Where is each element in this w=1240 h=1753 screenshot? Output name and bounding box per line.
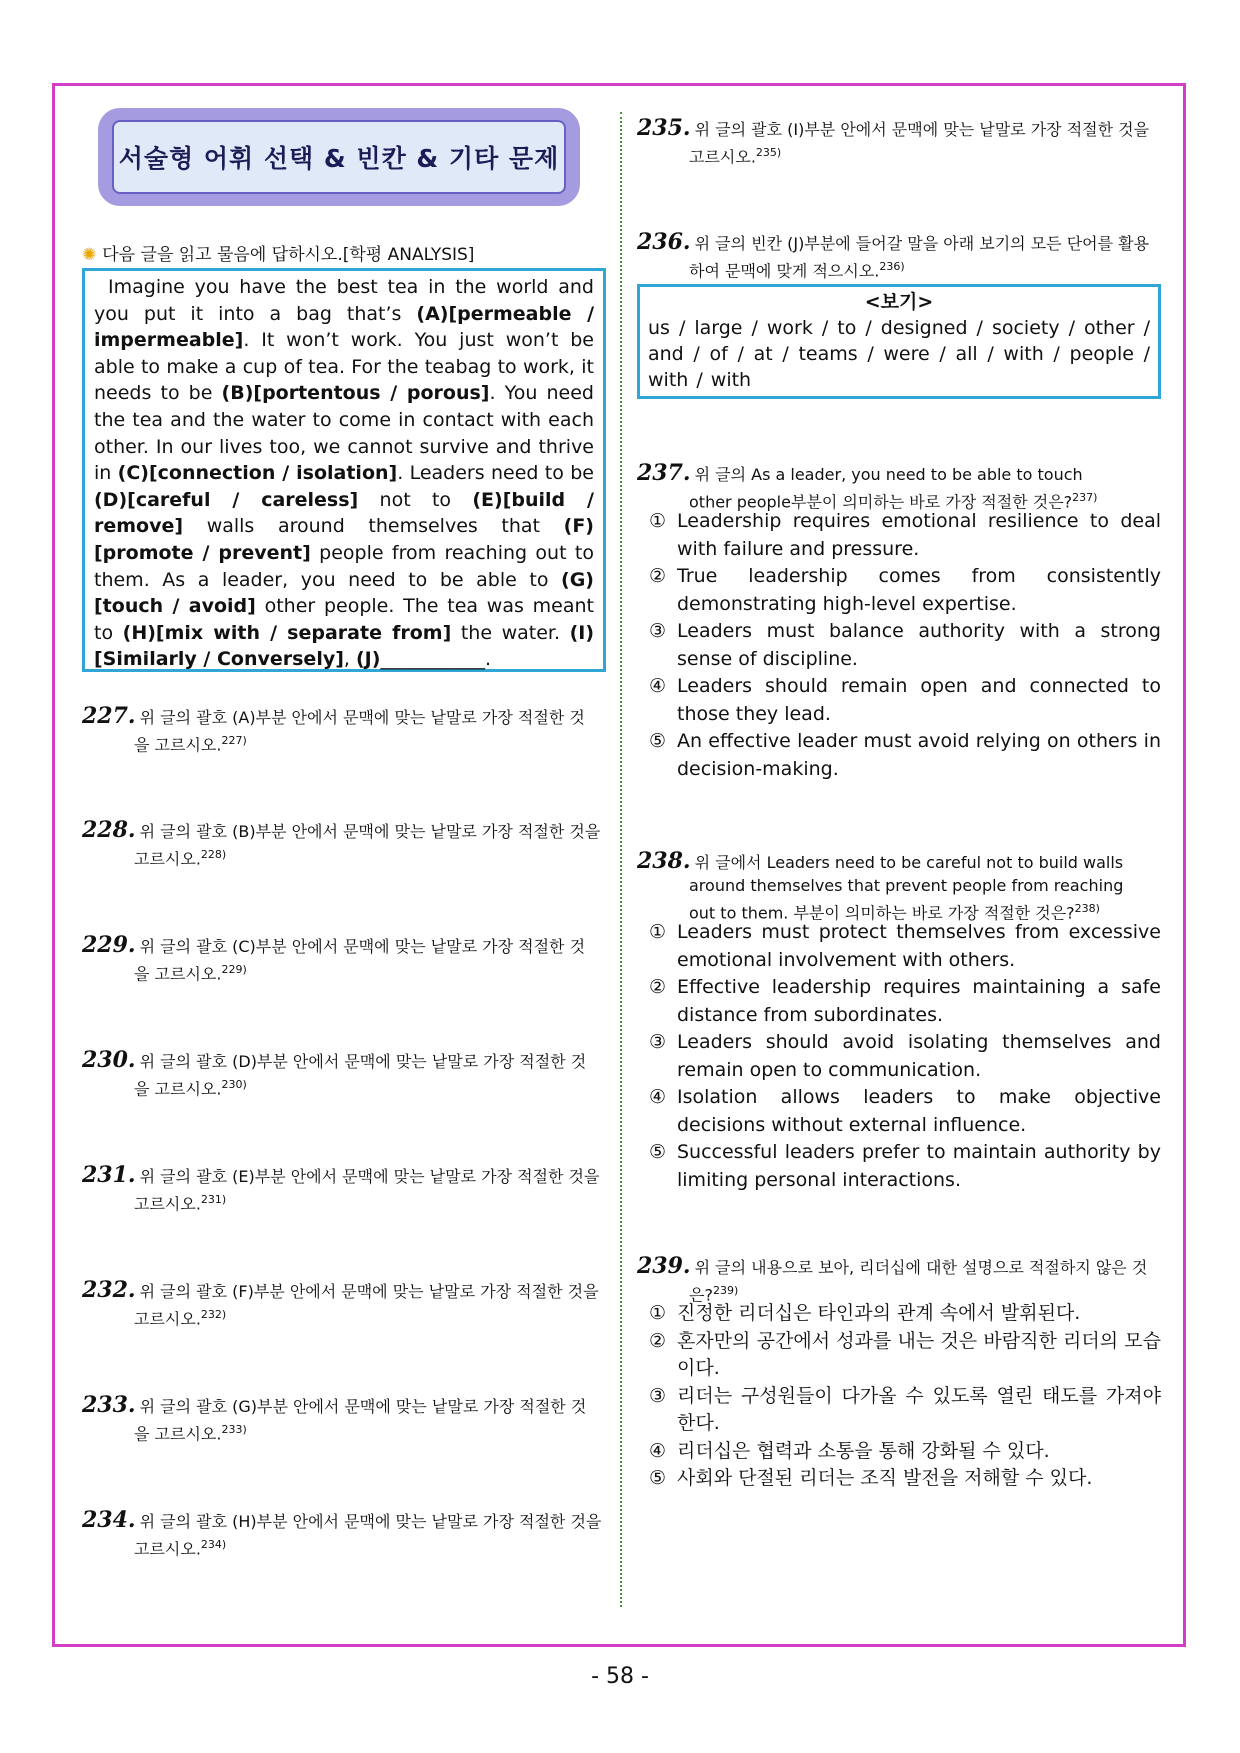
bogi-words: us / large / work / to / designed / society / other / and / of / at / teams / were / all / with / people / with / with	[648, 317, 1150, 391]
option-number: ⑤	[649, 730, 667, 752]
option-text: Successful leaders prefer to maintain authority by limiting personal interactions.	[677, 1141, 1161, 1191]
question-text-cont: 하여 문맥에 맞게 적으시오.	[689, 261, 880, 281]
question-number: 239.	[637, 1253, 691, 1279]
question-238	[637, 850, 1161, 924]
question-text-cont: 고르시오.	[134, 1309, 201, 1329]
bogi-box	[637, 284, 1161, 399]
question-text: 위 글의 괄호 (A)부분 안에서 문맥에 맞는 낱말로 가장 적절한 것	[139, 708, 585, 727]
question-text: 위 글의 내용으로 보아, 리더십에 대한 설명으로 적절하지 않은 것	[694, 1258, 1148, 1277]
option-text: Leaders must balance authority with a strong sense of discipline.	[677, 620, 1161, 670]
option-number: ④	[649, 1439, 667, 1462]
page-number: - 58 -	[591, 1664, 649, 1689]
question-234	[82, 1509, 606, 1560]
question-text-cont: around themselves that prevent people from reaching	[689, 876, 1124, 895]
option-text: 진정한 리더십은 타인과의 관계 속에서 발휘된다.	[677, 1302, 1081, 1324]
option[interactable]	[637, 1084, 1161, 1139]
question-number: 238.	[637, 848, 691, 874]
question-text-cont: 을 고르시오.	[134, 1079, 222, 1099]
option-text: An effective leader must avoid relying on others in decision-making.	[677, 730, 1161, 780]
question-232	[82, 1279, 606, 1330]
question-text-cont: 을 고르시오.	[134, 735, 222, 755]
footnote-ref: 233)	[221, 1423, 247, 1436]
blank-choice: (C)[connection / isolation]	[117, 462, 398, 485]
option[interactable]	[637, 618, 1161, 673]
option-text: True leadership comes from consistently demonstrating high-level expertise.	[677, 565, 1161, 615]
question-text-cont: 고르시오.	[689, 147, 756, 167]
footnote-ref: 227)	[221, 734, 247, 747]
option[interactable]	[637, 1328, 1161, 1383]
column-divider	[620, 112, 622, 1607]
option[interactable]	[637, 508, 1161, 563]
question-number: 237.	[637, 460, 691, 486]
footnote-ref: 237)	[1072, 491, 1098, 504]
option-number: ②	[649, 976, 667, 998]
blank-choice: (J)	[356, 648, 381, 671]
footnote-ref: 238)	[1074, 902, 1100, 915]
passage-segment: walls around themselves that	[183, 515, 564, 538]
footnote-ref: 228)	[200, 848, 227, 861]
question-text-cont: 은?	[689, 1285, 713, 1305]
question-number: 236.	[637, 229, 691, 255]
option-text: Leaders should avoid isolating themselves and remain open to communication.	[677, 1031, 1161, 1081]
option-text: Leaders should remain open and connected to those they lead.	[677, 675, 1161, 725]
option-text: Isolation allows leaders to make objective decisions without external influence.	[677, 1086, 1161, 1136]
blank-choice: (A)[permeable / impermeable]	[94, 302, 595, 352]
passage-segment: not to	[358, 488, 473, 511]
option-number: ④	[649, 675, 667, 697]
blank-choice: (F)[promote / prevent]	[94, 515, 594, 564]
flower-icon: ✺	[82, 245, 97, 265]
question-text-cont: 을 고르시오.	[134, 1424, 222, 1444]
question-text: 위 글의 괄호 (E)부분 안에서 문맥에 맞는 낱말로 가장 적절한 것을	[139, 1167, 600, 1186]
passage-box	[82, 268, 606, 672]
option[interactable]	[637, 673, 1161, 728]
option[interactable]	[637, 1383, 1161, 1438]
footnote-ref: 234)	[200, 1538, 227, 1551]
instruction	[82, 240, 474, 265]
question-text: 위 글의 괄호 (I)부분 안에서 문맥에 맞는 낱말로 가장 적절한 것을	[694, 120, 1150, 139]
option[interactable]	[637, 919, 1161, 974]
question-number: 232.	[82, 1277, 136, 1303]
option-text: Leadership requires emotional resilience to deal with failure and pressure.	[677, 510, 1161, 560]
question-number: 235.	[637, 115, 691, 141]
passage-segment: . You need the tea and the water to come in contact with each other. In our lives too, we cannot survive and thrive in	[94, 382, 594, 485]
question-number: 231.	[82, 1162, 136, 1188]
section-title-banner	[98, 108, 580, 206]
question-number: 229.	[82, 932, 136, 958]
option-number: ③	[649, 1384, 667, 1407]
option[interactable]	[637, 728, 1161, 783]
bogi-title: <보기>	[864, 291, 934, 313]
option-number: ①	[649, 921, 667, 943]
option-number: ②	[649, 565, 667, 587]
passage-text	[94, 274, 594, 673]
option-number: ⑤	[649, 1141, 667, 1163]
blank-choice: (B)[portentous / porous]	[221, 382, 490, 405]
footnote-ref: 236)	[879, 260, 905, 273]
question-227	[82, 705, 606, 756]
option-text: Leaders must protect themselves from excessive emotional involvement with others.	[677, 921, 1161, 971]
footnote-ref: 229)	[221, 963, 247, 976]
option[interactable]	[637, 1300, 1161, 1328]
question-text: 위 글의 괄호 (B)부분 안에서 문맥에 맞는 낱말로 가장 적절한 것을	[139, 822, 601, 841]
option[interactable]	[637, 1029, 1161, 1084]
option-number: ②	[649, 1329, 667, 1352]
footnote-ref: 231)	[200, 1193, 227, 1206]
question-text: 위 글의 빈칸 (J)부분에 들어갈 말을 아래 보기의 모든 단어를 활용	[694, 234, 1150, 253]
options-238	[637, 919, 1161, 1194]
option-number: ③	[649, 1031, 667, 1053]
passage-segment: other people. The tea was meant to	[94, 595, 594, 644]
question-230	[82, 1049, 606, 1100]
question-text: 위 글에서 Leaders need to be careful not to build walls	[694, 853, 1124, 872]
question-233	[82, 1394, 606, 1445]
option-text: 리더십은 협력과 소통을 통해 강화될 수 있다.	[677, 1439, 1050, 1462]
footnote-ref: 239)	[712, 1284, 739, 1297]
question-text: 위 글의 괄호 (H)부분 안에서 문맥에 맞는 낱말로 가장 적절한 것을	[139, 1512, 602, 1531]
option-number: ③	[649, 620, 667, 642]
passage-segment: . It won’t work. You just won’t be able to make a cup of tea. For the teabag to work, it needs to be	[94, 329, 594, 405]
question-number: 227.	[82, 703, 136, 729]
passage-segment: people from reaching out to them. As a leader, you need to be able to	[94, 541, 594, 591]
option-number: ①	[649, 510, 667, 532]
option-text: Effective leadership requires maintaining a safe distance from subordinates.	[677, 976, 1161, 1026]
question-text: 위 글의 괄호 (G)부분 안에서 문맥에 맞는 낱말로 가장 적절한 것	[139, 1397, 587, 1416]
question-text-cont: 을 고르시오.	[134, 964, 222, 984]
question-229	[82, 934, 606, 985]
passage-segment: ___________.	[380, 648, 491, 671]
footnote-ref: 232)	[200, 1308, 227, 1321]
question-text: 위 글의 괄호 (D)부분 안에서 문맥에 맞는 낱말로 가장 적절한 것	[139, 1052, 587, 1071]
instruction-text: 다음 글을 읽고 물음에 답하시오.[학평 ANALYSIS]	[102, 245, 475, 265]
option[interactable]	[637, 974, 1161, 1029]
question-237	[637, 462, 1161, 513]
footnote-ref: 235)	[755, 146, 782, 159]
section-title: 서술형 어휘 선택 & 빈칸 & 기타 문제	[112, 120, 566, 194]
blank-choice: (H)[mix with / separate from]	[122, 621, 452, 644]
question-text-cont: out to them. 부분이 의미하는 바로 가장 적절한 것은?	[689, 903, 1075, 923]
question-239	[637, 1255, 1161, 1306]
question-231	[82, 1164, 606, 1215]
question-228	[82, 819, 606, 870]
blank-choice: (D)[careful / careless]	[94, 488, 359, 511]
option-number: ④	[649, 1086, 667, 1108]
passage-segment: Imagine you have the best tea in the world and you put it into a bag that’s	[94, 276, 594, 325]
question-text-cont: 고르시오.	[134, 849, 201, 869]
question-number: 230.	[82, 1047, 136, 1073]
question-236	[637, 231, 1161, 282]
passage-segment: the water.	[451, 621, 570, 644]
question-text-cont: 고르시오.	[134, 1539, 201, 1559]
footnote-ref: 230)	[221, 1078, 247, 1091]
question-number: 228.	[82, 817, 136, 843]
question-text: 위 글의 괄호 (F)부분 안에서 문맥에 맞는 낱말로 가장 적절한 것을	[139, 1282, 599, 1301]
passage-segment: . Leaders need to be	[397, 462, 594, 485]
question-235	[637, 117, 1161, 168]
question-text: 위 글의 괄호 (C)부분 안에서 문맥에 맞는 낱말로 가장 적절한 것	[139, 937, 586, 956]
blank-choice: (E)[build / remove]	[94, 488, 594, 538]
option[interactable]	[637, 1465, 1161, 1493]
options-237	[637, 508, 1161, 783]
passage-segment: ,	[343, 648, 356, 671]
blank-choice: (G)[touch / avoid]	[94, 568, 594, 618]
option-text: 리더는 구성원들이 다가올 수 있도록 열린 태도를 가져야 한다.	[677, 1384, 1161, 1434]
question-text-cont: 고르시오.	[134, 1194, 201, 1214]
question-number: 233.	[82, 1392, 136, 1418]
question-number: 234.	[82, 1507, 136, 1533]
option-number: ①	[649, 1302, 667, 1324]
option[interactable]	[637, 563, 1161, 618]
option-text: 사회와 단절된 리더는 조직 발전을 저해할 수 있다.	[677, 1467, 1093, 1489]
question-text: 위 글의 As a leader, you need to be able to touch	[694, 465, 1083, 484]
option[interactable]	[637, 1438, 1161, 1466]
option-text: 혼자만의 공간에서 성과를 내는 것은 바람직한 리더의 모습이다.	[677, 1329, 1161, 1379]
blank-choice: (I)[Similarly / Conversely]	[94, 621, 594, 671]
question-text-cont: other people부분이 의미하는 바로 가장 적절한 것은?	[689, 492, 1073, 512]
option-number: ⑤	[649, 1467, 667, 1489]
option[interactable]	[637, 1139, 1161, 1194]
options-239	[637, 1300, 1161, 1493]
